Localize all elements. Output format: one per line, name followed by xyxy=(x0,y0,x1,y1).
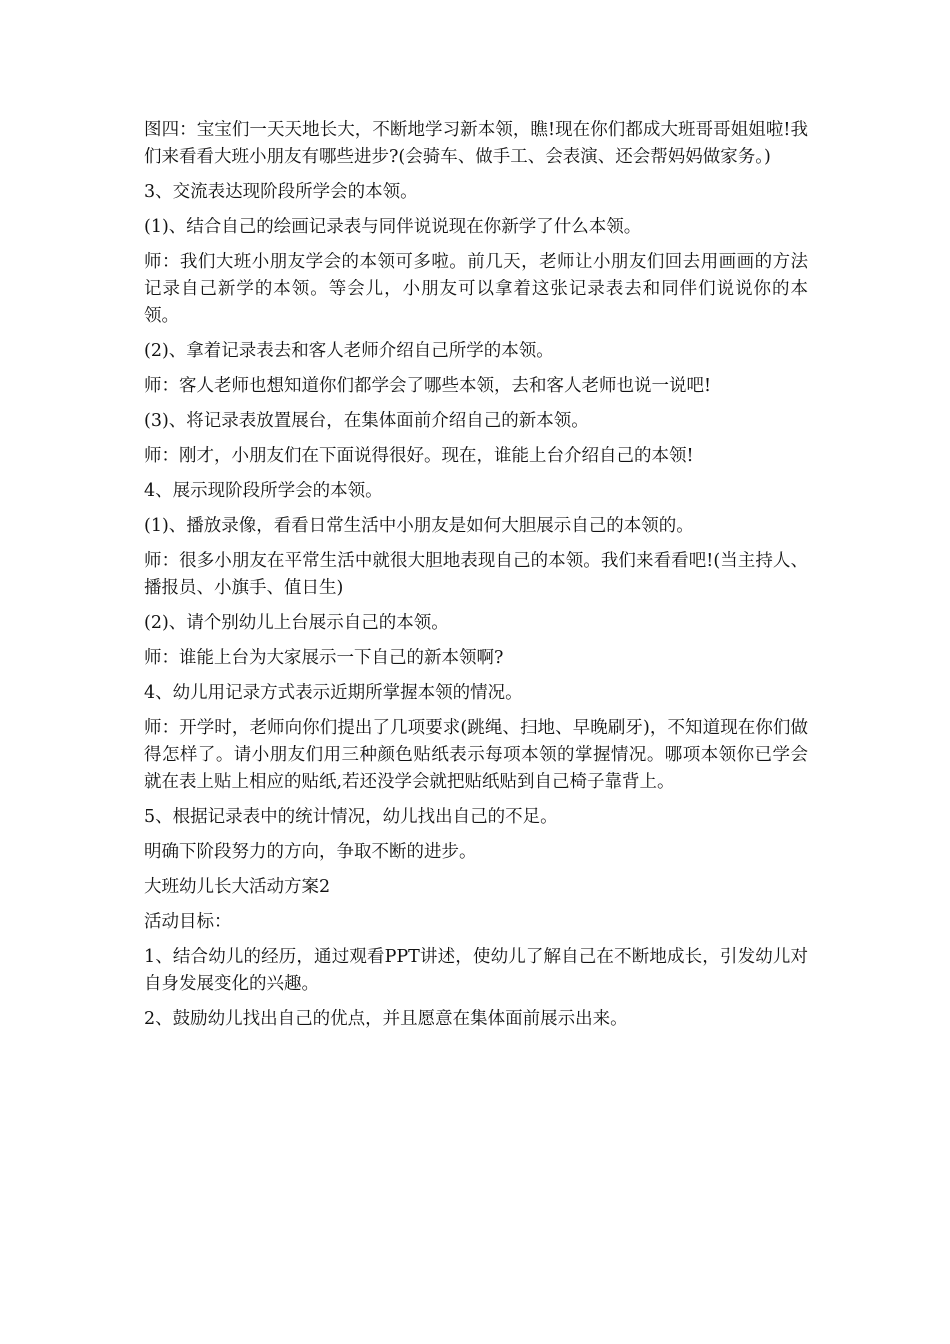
paragraph: 师：客人老师也想知道你们都学会了哪些本领，去和客人老师也说一说吧! xyxy=(144,376,712,396)
paragraph: 师：很多小朋友在平常生活中就很大胆地表现自己的本领。我们来看看吧!(当主持人、播报员、小旗手、值日生) xyxy=(144,551,808,598)
paragraph: 师：谁能上台为大家展示一下自己的新本领啊? xyxy=(144,648,504,668)
section-heading: 4、展示现阶段所学会的本领。 xyxy=(144,481,383,501)
paragraph: (2)、请个别幼儿上台展示自己的本领。 xyxy=(144,613,449,633)
paragraph: 师：我们大班小朋友学会的本领可多啦。前几天，老师让小朋友们回去用画画的方法记录自己新学的本领。等会儿，小朋友可以拿着这张记录表去和同伴们说说你的本领。 xyxy=(144,252,808,326)
paragraph: 明确下阶段努力的方向，争取不断的进步。 xyxy=(144,842,477,862)
paragraph: (1)、播放录像，看看日常生活中小朋友是如何大胆展示自己的本领的。 xyxy=(144,516,694,536)
section-heading: 活动目标： xyxy=(144,912,232,932)
section-heading: 5、根据记录表中的统计情况，幼儿找出自己的不足。 xyxy=(144,807,558,827)
paragraph: 1、结合幼儿的经历，通过观看PPT讲述，使幼儿了解自己在不断地成长，引发幼儿对自身发展变化的兴趣。 xyxy=(144,947,808,994)
paragraph: 师：刚才，小朋友们在下面说得很好。现在，谁能上台介绍自己的本领! xyxy=(144,446,694,466)
paragraph: 图四：宝宝们一天天地长大，不断地学习新本领，瞧!现在你们都成大班哥哥姐姐啦!我们来看看大班小朋友有哪些进步?(会骑车、做手工、会表演、还会帮妈妈做家务。) xyxy=(144,120,808,167)
document-title: 大班幼儿长大活动方案2 xyxy=(144,877,331,897)
paragraph: (2)、拿着记录表去和客人老师介绍自己所学的本领。 xyxy=(144,341,554,361)
section-heading: 3、交流表达现阶段所学会的本领。 xyxy=(144,182,418,202)
paragraph: (1)、结合自己的绘画记录表与同伴说说现在你新学了什么本领。 xyxy=(144,217,642,237)
document-body xyxy=(144,117,808,1041)
paragraph: 2、鼓励幼儿找出自己的优点，并且愿意在集体面前展示出来。 xyxy=(144,1009,628,1029)
paragraph: (3)、将记录表放置展台，在集体面前介绍自己的新本领。 xyxy=(144,411,589,431)
section-heading: 4、幼儿用记录方式表示近期所掌握本领的情况。 xyxy=(144,683,523,703)
paragraph: 师：开学时，老师向你们提出了几项要求(跳绳、扫地、早晚刷牙)，不知道现在你们做得怎样了。请小朋友们用三种颜色贴纸表示每项本领的掌握情况。哪项本领你已学会就在表上贴上相应的贴纸,若还没学会就把贴纸贴到自己椅子靠背上。 xyxy=(144,718,808,792)
